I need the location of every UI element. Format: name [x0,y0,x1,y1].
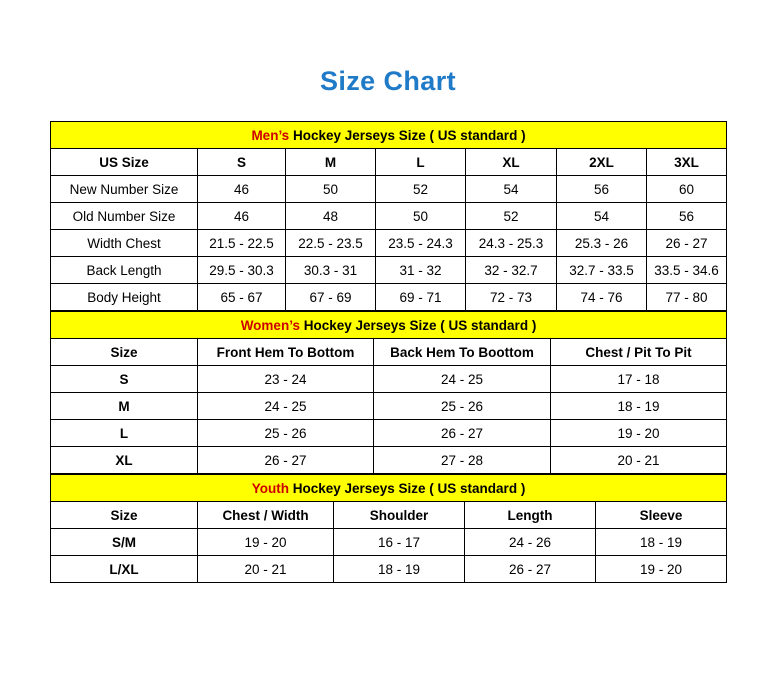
womens-cell: 24 - 25 [374,366,551,393]
womens-header-cell: Chest / Pit To Pit [551,339,727,366]
womens-banner-row [51,312,727,339]
womens-cell: 20 - 21 [551,447,727,474]
womens-cell: 25 - 26 [198,420,374,447]
mens-cell: 31 - 32 [376,257,466,284]
mens-cell: 50 [286,176,376,203]
mens-banner-accent: Men’s [251,127,290,143]
table-row [51,257,727,284]
table-row [51,420,727,447]
womens-cell: 19 - 20 [551,420,727,447]
womens-cell: 24 - 25 [198,393,374,420]
youth-cell: 20 - 21 [198,556,334,583]
womens-banner-rest: Hockey Jerseys Size ( US standard ) [299,317,537,333]
mens-row-label: Old Number Size [51,203,198,230]
mens-cell: 56 [647,203,727,230]
mens-size-table [50,121,727,311]
page-title: Size Chart [319,66,457,96]
table-row [51,529,727,556]
youth-cell: 19 - 20 [596,556,727,583]
mens-cell: 30.3 - 31 [286,257,376,284]
womens-cell: 25 - 26 [374,393,551,420]
youth-row-label: S/M [51,529,198,556]
womens-size-table [50,311,727,474]
mens-banner [51,122,727,149]
mens-row-label: New Number Size [51,176,198,203]
womens-banner-accent: Women’s [240,317,300,333]
table-row [51,366,727,393]
mens-header-cell: 3XL [647,149,727,176]
mens-header-cell: S [198,149,286,176]
table-row [51,339,727,366]
youth-header-cell: Length [465,502,596,529]
youth-banner [51,475,727,502]
youth-cell: 18 - 19 [334,556,465,583]
youth-size-table [50,474,727,583]
table-row [51,393,727,420]
womens-row-label: L [51,420,198,447]
mens-banner-rest: Hockey Jerseys Size ( US standard ) [289,127,526,143]
mens-cell: 65 - 67 [198,284,286,311]
youth-header-cell: Sleeve [596,502,727,529]
mens-header-cell: XL [466,149,557,176]
youth-row-label: L/XL [51,556,198,583]
table-row [51,203,727,230]
womens-row-label: M [51,393,198,420]
mens-cell: 77 - 80 [647,284,727,311]
womens-cell: 26 - 27 [374,420,551,447]
mens-row-label: Width Chest [51,230,198,257]
mens-header-cell: L [376,149,466,176]
mens-header-cell: M [286,149,376,176]
youth-banner-rest: Hockey Jerseys Size ( US standard ) [288,480,526,496]
womens-cell: 23 - 24 [198,366,374,393]
mens-cell: 69 - 71 [376,284,466,311]
womens-cell: 17 - 18 [551,366,727,393]
womens-header-cell: Front Hem To Bottom [198,339,374,366]
womens-cell: 27 - 28 [374,447,551,474]
youth-header-cell: Chest / Width [198,502,334,529]
mens-cell: 46 [198,203,286,230]
mens-banner-row [51,122,727,149]
mens-cell: 48 [286,203,376,230]
youth-cell: 18 - 19 [596,529,727,556]
mens-header-cell: US Size [51,149,198,176]
mens-cell: 26 - 27 [647,230,727,257]
mens-cell: 74 - 76 [557,284,647,311]
womens-header-cell: Size [51,339,198,366]
youth-cell: 26 - 27 [465,556,596,583]
table-row [51,230,727,257]
mens-cell: 52 [466,203,557,230]
mens-cell: 32.7 - 33.5 [557,257,647,284]
table-row [51,284,727,311]
youth-header-cell: Shoulder [334,502,465,529]
mens-header-cell: 2XL [557,149,647,176]
mens-cell: 50 [376,203,466,230]
mens-cell: 32 - 32.7 [466,257,557,284]
womens-cell: 26 - 27 [198,447,374,474]
youth-cell: 16 - 17 [334,529,465,556]
youth-banner-accent: Youth [251,480,289,496]
womens-row-label: XL [51,447,198,474]
table-row [51,556,727,583]
youth-cell: 19 - 20 [198,529,334,556]
table-row [51,149,727,176]
mens-cell: 24.3 - 25.3 [466,230,557,257]
mens-cell: 60 [647,176,727,203]
youth-banner-row [51,475,727,502]
size-chart-tables [50,95,726,583]
mens-cell: 46 [198,176,286,203]
table-row [51,502,727,529]
youth-header-cell: Size [51,502,198,529]
mens-cell: 22.5 - 23.5 [286,230,376,257]
mens-cell: 52 [376,176,466,203]
mens-row-label: Body Height [51,284,198,311]
womens-header-cell: Back Hem To Boottom [374,339,551,366]
mens-cell: 29.5 - 30.3 [198,257,286,284]
table-row [51,176,727,203]
mens-cell: 54 [466,176,557,203]
mens-cell: 54 [557,203,647,230]
womens-row-label: S [51,366,198,393]
mens-cell: 33.5 - 34.6 [647,257,727,284]
mens-cell: 67 - 69 [286,284,376,311]
mens-cell: 21.5 - 22.5 [198,230,286,257]
table-row [51,447,727,474]
mens-cell: 72 - 73 [466,284,557,311]
womens-cell: 18 - 19 [551,393,727,420]
womens-banner [51,312,727,339]
youth-cell: 24 - 26 [465,529,596,556]
mens-cell: 23.5 - 24.3 [376,230,466,257]
mens-cell: 56 [557,176,647,203]
mens-row-label: Back Length [51,257,198,284]
mens-cell: 25.3 - 26 [557,230,647,257]
